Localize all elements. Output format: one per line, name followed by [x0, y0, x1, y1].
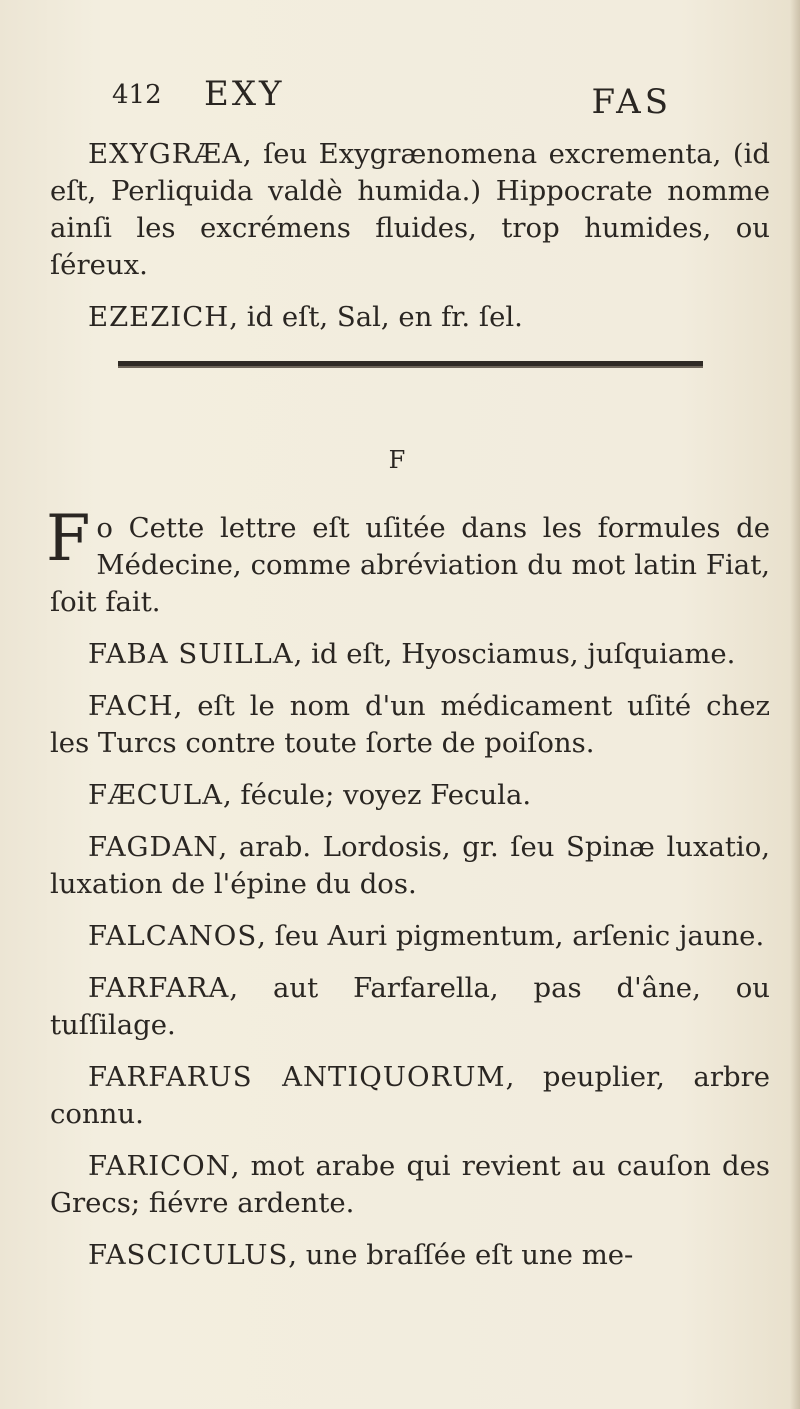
intro-text: o Cette lettre eſt uſitée dans les formules de Médecine, comme abréviation du mot latin Fiat, ſoit fait. [50, 512, 770, 618]
dictionary-entry [50, 299, 770, 336]
entry-text: , eſt le nom d'un médicament uſité chez les Turcs contre toute ſorte de poiſons. [50, 690, 770, 759]
entry-text: , mot arabe qui revient au cauſon des Grecs; fiévre ardente. [50, 1150, 770, 1219]
entry-headword: FARFARA [88, 972, 230, 1004]
dictionary-entry [50, 970, 770, 1044]
entry-text: , ſeu Auri pigmentum, arſenic jaune. [257, 920, 765, 952]
section-letter: F [388, 446, 412, 474]
entry-text: , ſeu Exygrænomena excrementa, (id eſt, Perliquida valdè humida.) Hippocrate nomme ainſi les excrémens fluides, trop humides, ou ſéreux. [50, 138, 770, 281]
entry-headword: FACH [88, 690, 174, 722]
entry-text: , fécule; voyez Fecula. [222, 779, 532, 811]
running-header [112, 74, 672, 122]
header-left-word: EXY [204, 74, 285, 114]
drop-cap: F [46, 502, 91, 576]
entry-text: , id eſt, Hyosciamus, juſquiame. [293, 638, 736, 670]
entry-headword: FALCANOS [88, 920, 258, 952]
entry-headword: FARFARUS ANTIQUORUM [88, 1061, 506, 1093]
dictionary-entry [50, 1059, 770, 1133]
entry-headword: FASCICULUS [88, 1239, 289, 1271]
page-edge-shadow [790, 0, 800, 1409]
dictionary-entry [50, 777, 770, 814]
dictionary-entry [50, 1148, 770, 1222]
dictionary-entry [50, 829, 770, 903]
section-divider-rule [118, 361, 703, 368]
dictionary-entry [50, 1237, 770, 1274]
section-intro [46, 502, 770, 621]
entry-text: , aut Farfarella, pas d'âne, ou tuſſilage. [50, 972, 770, 1041]
dictionary-entry [50, 688, 770, 762]
entry-text: , une braſſée eſt une me- [288, 1239, 634, 1271]
dictionary-entry [50, 918, 770, 955]
entry-headword: FARICON [88, 1150, 231, 1182]
entry-text: , peuplier, arbre connu. [50, 1061, 770, 1130]
entry-headword: FÆCULA [88, 779, 223, 811]
entry-headword: FABA SUILLA [88, 638, 294, 670]
dictionary-entry [50, 636, 770, 673]
entry-headword: EXYGRÆA [88, 138, 243, 170]
entries-f-section [46, 502, 770, 1289]
dictionary-entry [50, 136, 770, 284]
entry-headword: FAGDAN [88, 831, 219, 863]
entry-text: , id eſt, Sal, en fr. ſel. [229, 301, 523, 333]
entry-headword: EZEZICH [88, 301, 230, 333]
page-number: 412 [112, 80, 162, 110]
header-right-word: FAS [591, 82, 672, 122]
entries-top [50, 136, 770, 351]
entry-text: , arab. Lordosis, gr. ſeu Spinæ luxatio, luxation de l'épine du dos. [50, 831, 770, 900]
